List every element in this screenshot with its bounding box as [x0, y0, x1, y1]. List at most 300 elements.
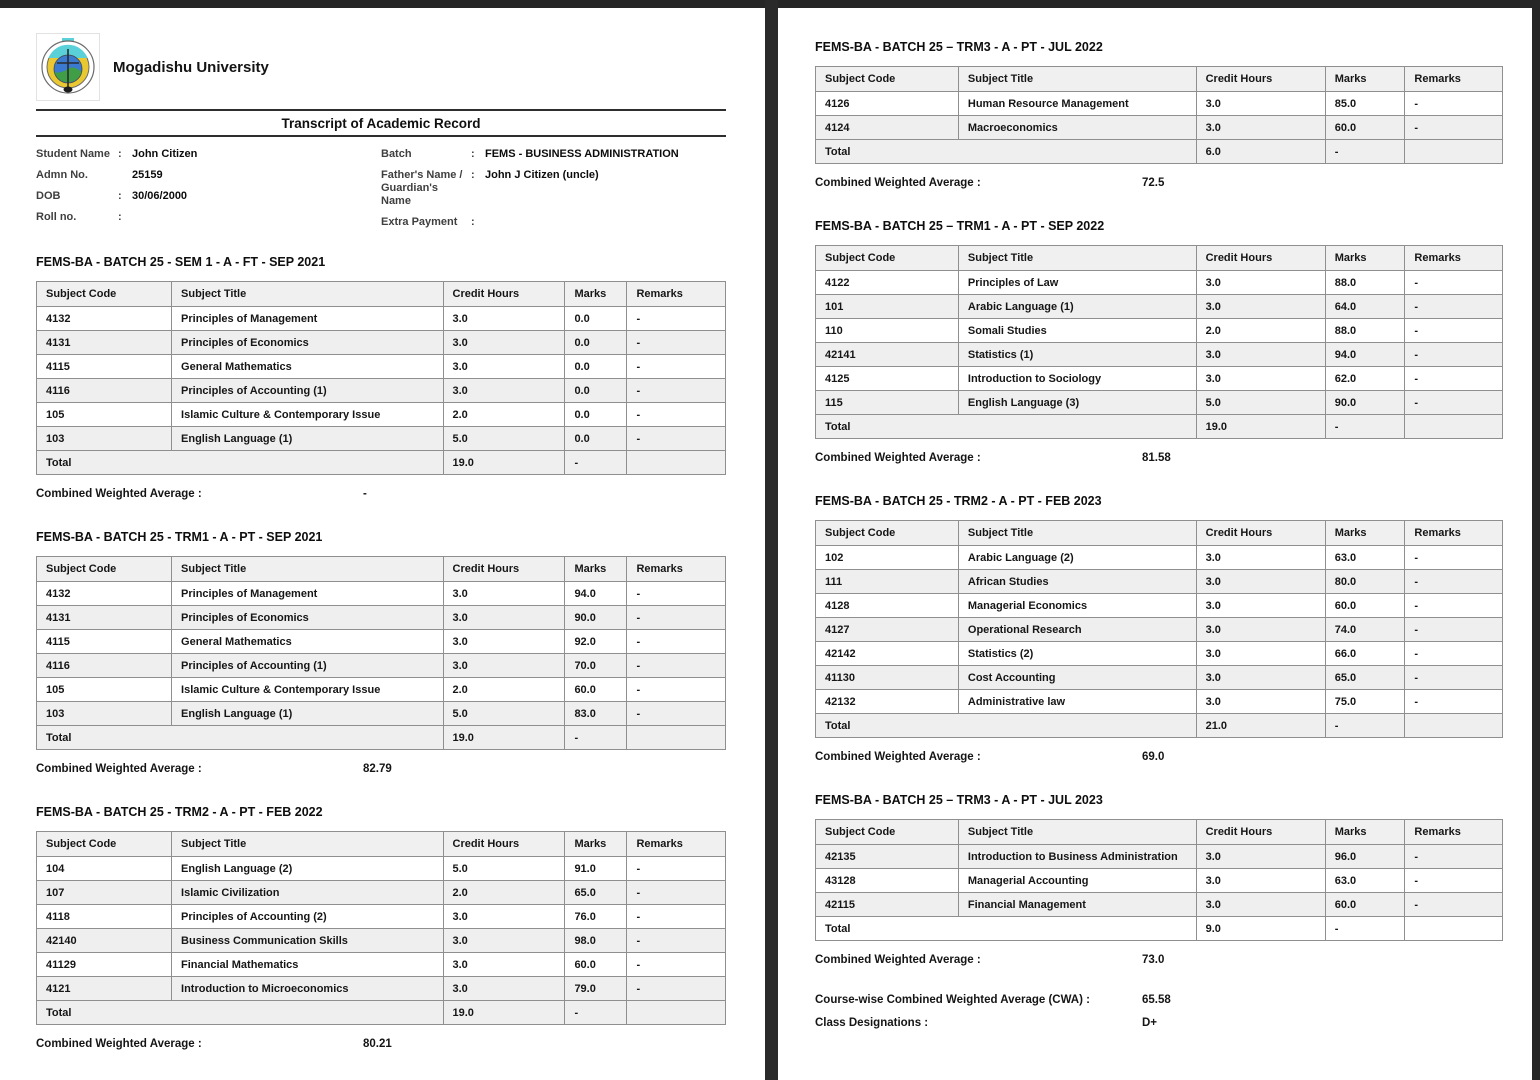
remarks-cell: - [1405, 690, 1503, 714]
credit-hours-cell: 3.0 [1196, 546, 1325, 570]
subject-code-cell: 110 [816, 319, 959, 343]
total-credit-hours: 19.0 [443, 726, 565, 750]
credit-hours-cell: 2.0 [443, 403, 565, 427]
column-header-remarks: Remarks [627, 832, 726, 857]
university-logo [36, 33, 100, 101]
info-label: Batch [381, 148, 412, 160]
column-header-marks: Marks [565, 832, 627, 857]
coursewise-cwa-label: Course-wise Combined Weighted Average (CWA) : [815, 994, 1090, 1006]
subject-title-cell: Principles of Management [172, 307, 443, 331]
info-label: DOB [36, 190, 61, 202]
subject-title-cell: Principles of Economics [172, 606, 443, 630]
table-header-row [37, 282, 726, 307]
semester-heading: FEMS-BA - BATCH 25 - SEM 1 - A - FT - SEP 2021 [36, 255, 326, 269]
table-header-row [37, 557, 726, 582]
marks-cell: 0.0 [565, 355, 627, 379]
subject-title-cell: Administrative law [958, 690, 1196, 714]
marks-cell: 74.0 [1325, 618, 1405, 642]
credit-hours-cell: 3.0 [1196, 666, 1325, 690]
column-header-marks: Marks [565, 557, 627, 582]
marks-cell: 90.0 [1325, 391, 1405, 415]
semester-heading: FEMS-BA - BATCH 25 – TRM3 - A - PT - JUL 2023 [815, 793, 1103, 807]
total-row [37, 451, 726, 475]
subject-code-cell: 4122 [816, 271, 959, 295]
table-header-row [816, 67, 1503, 92]
credit-hours-cell: 3.0 [1196, 367, 1325, 391]
marks-cell: 66.0 [1325, 642, 1405, 666]
marks-cell: 88.0 [1325, 271, 1405, 295]
marks-cell: 60.0 [565, 678, 627, 702]
remarks-cell: - [627, 929, 726, 953]
table-row [816, 295, 1503, 319]
cwa-label: Combined Weighted Average : [815, 177, 981, 189]
class-designation-row [815, 1017, 1503, 1029]
table-header-row [816, 521, 1503, 546]
column-header-code: Subject Code [37, 557, 172, 582]
marks-cell: 62.0 [1325, 367, 1405, 391]
marks-cell: 75.0 [1325, 690, 1405, 714]
subject-code-cell: 4126 [816, 92, 959, 116]
subject-title-cell: Islamic Culture & Contemporary Issue [172, 403, 443, 427]
table-row [816, 845, 1503, 869]
marks-cell: 60.0 [1325, 893, 1405, 917]
info-label: Student Name [36, 148, 110, 160]
table-row [816, 546, 1503, 570]
marks-cell: 91.0 [565, 857, 627, 881]
credit-hours-cell: 3.0 [443, 953, 565, 977]
marks-cell: 92.0 [565, 630, 627, 654]
subject-code-cell: 42115 [816, 893, 959, 917]
column-header-title: Subject Title [958, 67, 1196, 92]
credit-hours-cell: 3.0 [443, 355, 565, 379]
subject-title-cell: Managerial Accounting [958, 869, 1196, 893]
subject-code-cell: 42132 [816, 690, 959, 714]
cwa-label: Combined Weighted Average : [815, 751, 981, 763]
total-row [816, 714, 1503, 738]
marks-cell: 65.0 [1325, 666, 1405, 690]
column-header-credit: Credit Hours [1196, 246, 1325, 271]
table-row [37, 307, 726, 331]
grades-table [815, 819, 1503, 941]
viewer-right-edge [1532, 0, 1540, 1080]
cwa-label: Combined Weighted Average : [815, 954, 981, 966]
subject-code-cell: 105 [37, 403, 172, 427]
subject-title-cell: Financial Mathematics [172, 953, 443, 977]
column-header-credit: Credit Hours [1196, 820, 1325, 845]
subject-code-cell: 4124 [816, 116, 959, 140]
table-row [816, 367, 1503, 391]
info-colon: : [118, 148, 122, 160]
marks-cell: 70.0 [565, 654, 627, 678]
grades-table [36, 281, 726, 475]
remarks-cell: - [627, 702, 726, 726]
column-header-code: Subject Code [816, 521, 959, 546]
total-remarks [627, 1001, 726, 1025]
table-row [816, 893, 1503, 917]
student-info-row [36, 211, 381, 224]
table-row [37, 881, 726, 905]
student-info-row [36, 190, 381, 203]
remarks-cell: - [1405, 618, 1503, 642]
total-label: Total [816, 917, 1197, 941]
total-row [816, 917, 1503, 941]
remarks-cell: - [627, 355, 726, 379]
marks-cell: 96.0 [1325, 845, 1405, 869]
semester-heading: FEMS-BA - BATCH 25 – TRM3 - A - PT - JUL 2022 [815, 40, 1103, 54]
grades-table [36, 556, 726, 750]
marks-cell: 60.0 [1325, 116, 1405, 140]
marks-cell: 76.0 [565, 905, 627, 929]
column-header-title: Subject Title [958, 521, 1196, 546]
table-row [816, 271, 1503, 295]
marks-cell: 0.0 [565, 307, 627, 331]
table-row [816, 319, 1503, 343]
total-credit-hours: 19.0 [443, 451, 565, 475]
subject-code-cell: 4131 [37, 331, 172, 355]
semester-section [815, 793, 1503, 966]
credit-hours-cell: 3.0 [1196, 594, 1325, 618]
credit-hours-cell: 3.0 [1196, 570, 1325, 594]
total-label: Total [37, 1001, 444, 1025]
subject-title-cell: General Mathematics [172, 630, 443, 654]
remarks-cell: - [1405, 343, 1503, 367]
table-row [816, 570, 1503, 594]
remarks-cell: - [627, 331, 726, 355]
credit-hours-cell: 3.0 [443, 929, 565, 953]
table-row [816, 391, 1503, 415]
table-row [816, 92, 1503, 116]
combined-weighted-average-row [815, 177, 1503, 189]
subject-title-cell: Principles of Management [172, 582, 443, 606]
subject-code-cell: 4116 [37, 654, 172, 678]
column-header-remarks: Remarks [1405, 820, 1503, 845]
credit-hours-cell: 3.0 [443, 582, 565, 606]
info-value: John J Citizen (uncle) [485, 169, 599, 181]
subject-title-cell: Somali Studies [958, 319, 1196, 343]
marks-cell: 98.0 [565, 929, 627, 953]
table-row [816, 690, 1503, 714]
marks-cell: 80.0 [1325, 570, 1405, 594]
subject-title-cell: Principles of Economics [172, 331, 443, 355]
combined-weighted-average-row [815, 751, 1503, 763]
total-remarks [1405, 140, 1503, 164]
table-row [37, 702, 726, 726]
marks-cell: 63.0 [1325, 546, 1405, 570]
credit-hours-cell: 3.0 [1196, 690, 1325, 714]
credit-hours-cell: 3.0 [1196, 343, 1325, 367]
subject-code-cell: 103 [37, 427, 172, 451]
subject-title-cell: Arabic Language (1) [958, 295, 1196, 319]
remarks-cell: - [1405, 319, 1503, 343]
total-label: Total [816, 714, 1197, 738]
total-marks: - [565, 451, 627, 475]
credit-hours-cell: 3.0 [443, 331, 565, 355]
table-row [816, 666, 1503, 690]
table-row [37, 857, 726, 881]
total-marks: - [1325, 714, 1405, 738]
subject-code-cell: 103 [37, 702, 172, 726]
subject-title-cell: Principles of Accounting (1) [172, 379, 443, 403]
subject-code-cell: 42140 [37, 929, 172, 953]
table-row [37, 403, 726, 427]
semester-section [815, 219, 1503, 464]
subject-title-cell: Statistics (2) [958, 642, 1196, 666]
credit-hours-cell: 3.0 [1196, 271, 1325, 295]
remarks-cell: - [1405, 367, 1503, 391]
table-row [37, 929, 726, 953]
student-info-row [381, 169, 726, 208]
transcript-page-2 [778, 8, 1532, 1080]
subject-code-cell: 4132 [37, 582, 172, 606]
marks-cell: 79.0 [565, 977, 627, 1001]
info-colon: : [118, 211, 122, 223]
document-header [36, 33, 726, 101]
subject-title-cell: Introduction to Business Administration [958, 845, 1196, 869]
university-name: Mogadishu University [113, 58, 269, 76]
total-row [816, 140, 1503, 164]
page-gap-divider [765, 0, 778, 1080]
coursewise-cwa-value: 65.58 [1142, 994, 1171, 1006]
table-row [37, 678, 726, 702]
remarks-cell: - [1405, 271, 1503, 295]
cwa-value: 80.21 [363, 1038, 392, 1050]
remarks-cell: - [627, 654, 726, 678]
credit-hours-cell: 2.0 [443, 881, 565, 905]
cwa-label: Combined Weighted Average : [815, 452, 981, 464]
credit-hours-cell: 3.0 [1196, 642, 1325, 666]
table-row [37, 331, 726, 355]
subject-title-cell: Macroeconomics [958, 116, 1196, 140]
credit-hours-cell: 5.0 [443, 427, 565, 451]
document-title: Transcript of Academic Record [281, 116, 481, 131]
student-info-row [36, 169, 381, 182]
credit-hours-cell: 3.0 [443, 977, 565, 1001]
student-info-row [381, 148, 726, 161]
cwa-label: Combined Weighted Average : [36, 488, 202, 500]
combined-weighted-average-row [36, 763, 726, 775]
subject-code-cell: 4115 [37, 355, 172, 379]
column-header-credit: Credit Hours [443, 832, 565, 857]
subject-title-cell: Principles of Accounting (1) [172, 654, 443, 678]
combined-weighted-average-row [36, 488, 726, 500]
info-label: Extra Payment [381, 216, 458, 228]
total-marks: - [1325, 917, 1405, 941]
column-header-credit: Credit Hours [443, 282, 565, 307]
info-label: Roll no. [36, 211, 77, 223]
total-marks: - [565, 1001, 627, 1025]
subject-code-cell: 104 [37, 857, 172, 881]
subject-title-cell: English Language (1) [172, 427, 443, 451]
semester-section [36, 255, 726, 500]
credit-hours-cell: 3.0 [443, 307, 565, 331]
credit-hours-cell: 3.0 [1196, 295, 1325, 319]
credit-hours-cell: 3.0 [443, 606, 565, 630]
table-row [37, 654, 726, 678]
total-label: Total [816, 415, 1197, 439]
marks-cell: 63.0 [1325, 869, 1405, 893]
remarks-cell: - [1405, 869, 1503, 893]
table-header-row [37, 832, 726, 857]
total-label: Total [816, 140, 1197, 164]
subject-title-cell: English Language (3) [958, 391, 1196, 415]
student-info-block [36, 148, 726, 237]
subject-code-cell: 4118 [37, 905, 172, 929]
remarks-cell: - [1405, 570, 1503, 594]
info-value: 30/06/2000 [132, 190, 188, 202]
table-row [816, 594, 1503, 618]
semester-heading: FEMS-BA - BATCH 25 - TRM2 - A - PT - FEB 2022 [36, 805, 323, 819]
subject-code-cell: 4116 [37, 379, 172, 403]
remarks-cell: - [627, 881, 726, 905]
subject-title-cell: Human Resource Management [958, 92, 1196, 116]
remarks-cell: - [627, 427, 726, 451]
table-row [37, 953, 726, 977]
subject-title-cell: African Studies [958, 570, 1196, 594]
credit-hours-cell: 3.0 [1196, 869, 1325, 893]
subject-code-cell: 4131 [37, 606, 172, 630]
subject-code-cell: 42141 [816, 343, 959, 367]
remarks-cell: - [627, 857, 726, 881]
column-header-marks: Marks [1325, 820, 1405, 845]
column-header-title: Subject Title [172, 832, 443, 857]
semester-section [36, 530, 726, 775]
info-colon: : [118, 190, 122, 202]
column-header-title: Subject Title [172, 282, 443, 307]
table-row [37, 606, 726, 630]
semester-section [36, 805, 726, 1050]
subject-code-cell: 4121 [37, 977, 172, 1001]
semester-section [815, 40, 1503, 189]
credit-hours-cell: 3.0 [443, 630, 565, 654]
marks-cell: 64.0 [1325, 295, 1405, 319]
credit-hours-cell: 2.0 [1196, 319, 1325, 343]
header-rule-bottom [36, 135, 726, 137]
subject-code-cell: 115 [816, 391, 959, 415]
subject-code-cell: 111 [816, 570, 959, 594]
remarks-cell: - [627, 403, 726, 427]
credit-hours-cell: 3.0 [443, 654, 565, 678]
total-label: Total [37, 451, 444, 475]
transcript-page-1 [0, 8, 765, 1080]
table-row [37, 905, 726, 929]
info-label: Admn No. [36, 169, 88, 181]
credit-hours-cell: 3.0 [1196, 845, 1325, 869]
credit-hours-cell: 2.0 [443, 678, 565, 702]
class-designation-value: D+ [1142, 1017, 1158, 1029]
semester-section [815, 494, 1503, 763]
credit-hours-cell: 5.0 [1196, 391, 1325, 415]
subject-title-cell: Cost Accounting [958, 666, 1196, 690]
total-row [37, 1001, 726, 1025]
total-remarks [627, 726, 726, 750]
grades-table [815, 66, 1503, 164]
subject-code-cell: 43128 [816, 869, 959, 893]
cwa-label: Combined Weighted Average : [36, 763, 202, 775]
class-designation-label: Class Designations : [815, 1017, 929, 1029]
table-row [37, 630, 726, 654]
student-info-left-column [36, 148, 381, 237]
credit-hours-cell: 3.0 [1196, 92, 1325, 116]
subject-title-cell: General Mathematics [172, 355, 443, 379]
subject-code-cell: 107 [37, 881, 172, 905]
column-header-title: Subject Title [958, 246, 1196, 271]
remarks-cell: - [627, 630, 726, 654]
grades-table [815, 520, 1503, 738]
subject-title-cell: Arabic Language (2) [958, 546, 1196, 570]
remarks-cell: - [1405, 893, 1503, 917]
combined-weighted-average-row [815, 954, 1503, 966]
total-marks: - [1325, 415, 1405, 439]
total-credit-hours: 19.0 [1196, 415, 1325, 439]
info-label: Father's Name / Guardian's Name [381, 169, 463, 207]
table-header-row [816, 246, 1503, 271]
total-marks: - [1325, 140, 1405, 164]
table-row [816, 618, 1503, 642]
marks-cell: 0.0 [565, 331, 627, 355]
subject-title-cell: English Language (1) [172, 702, 443, 726]
subject-title-cell: Operational Research [958, 618, 1196, 642]
marks-cell: 90.0 [565, 606, 627, 630]
subject-title-cell: Financial Management [958, 893, 1196, 917]
subject-code-cell: 101 [816, 295, 959, 319]
university-logo-emblem [40, 37, 96, 97]
remarks-cell: - [1405, 594, 1503, 618]
info-value: 25159 [132, 169, 163, 181]
column-header-remarks: Remarks [1405, 67, 1503, 92]
total-row [816, 415, 1503, 439]
table-row [816, 116, 1503, 140]
subject-title-cell: Business Communication Skills [172, 929, 443, 953]
marks-cell: 0.0 [565, 427, 627, 451]
table-header-row [816, 820, 1503, 845]
credit-hours-cell: 5.0 [443, 857, 565, 881]
subject-title-cell: Introduction to Sociology [958, 367, 1196, 391]
column-header-code: Subject Code [816, 820, 959, 845]
info-colon: : [471, 216, 475, 228]
cwa-label: Combined Weighted Average : [36, 1038, 202, 1050]
cwa-value: 73.0 [1142, 954, 1165, 966]
credit-hours-cell: 5.0 [443, 702, 565, 726]
info-value: FEMS - BUSINESS ADMINISTRATION [485, 148, 679, 160]
total-remarks [627, 451, 726, 475]
column-header-title: Subject Title [172, 557, 443, 582]
marks-cell: 60.0 [565, 953, 627, 977]
total-remarks [1405, 917, 1503, 941]
subject-code-cell: 4128 [816, 594, 959, 618]
total-marks: - [565, 726, 627, 750]
marks-cell: 88.0 [1325, 319, 1405, 343]
column-header-remarks: Remarks [627, 282, 726, 307]
remarks-cell: - [1405, 391, 1503, 415]
credit-hours-cell: 3.0 [1196, 116, 1325, 140]
student-info-row [36, 148, 381, 161]
remarks-cell: - [1405, 116, 1503, 140]
student-info-right-column [381, 148, 726, 237]
marks-cell: 65.0 [565, 881, 627, 905]
total-label: Total [37, 726, 444, 750]
remarks-cell: - [1405, 845, 1503, 869]
marks-cell: 85.0 [1325, 92, 1405, 116]
marks-cell: 60.0 [1325, 594, 1405, 618]
remarks-cell: - [1405, 295, 1503, 319]
semester-sections-page1 [36, 255, 726, 1050]
table-row [816, 642, 1503, 666]
credit-hours-cell: 3.0 [1196, 618, 1325, 642]
total-remarks [1405, 714, 1503, 738]
semester-sections-page2 [815, 40, 1503, 966]
subject-title-cell: English Language (2) [172, 857, 443, 881]
table-row [816, 869, 1503, 893]
